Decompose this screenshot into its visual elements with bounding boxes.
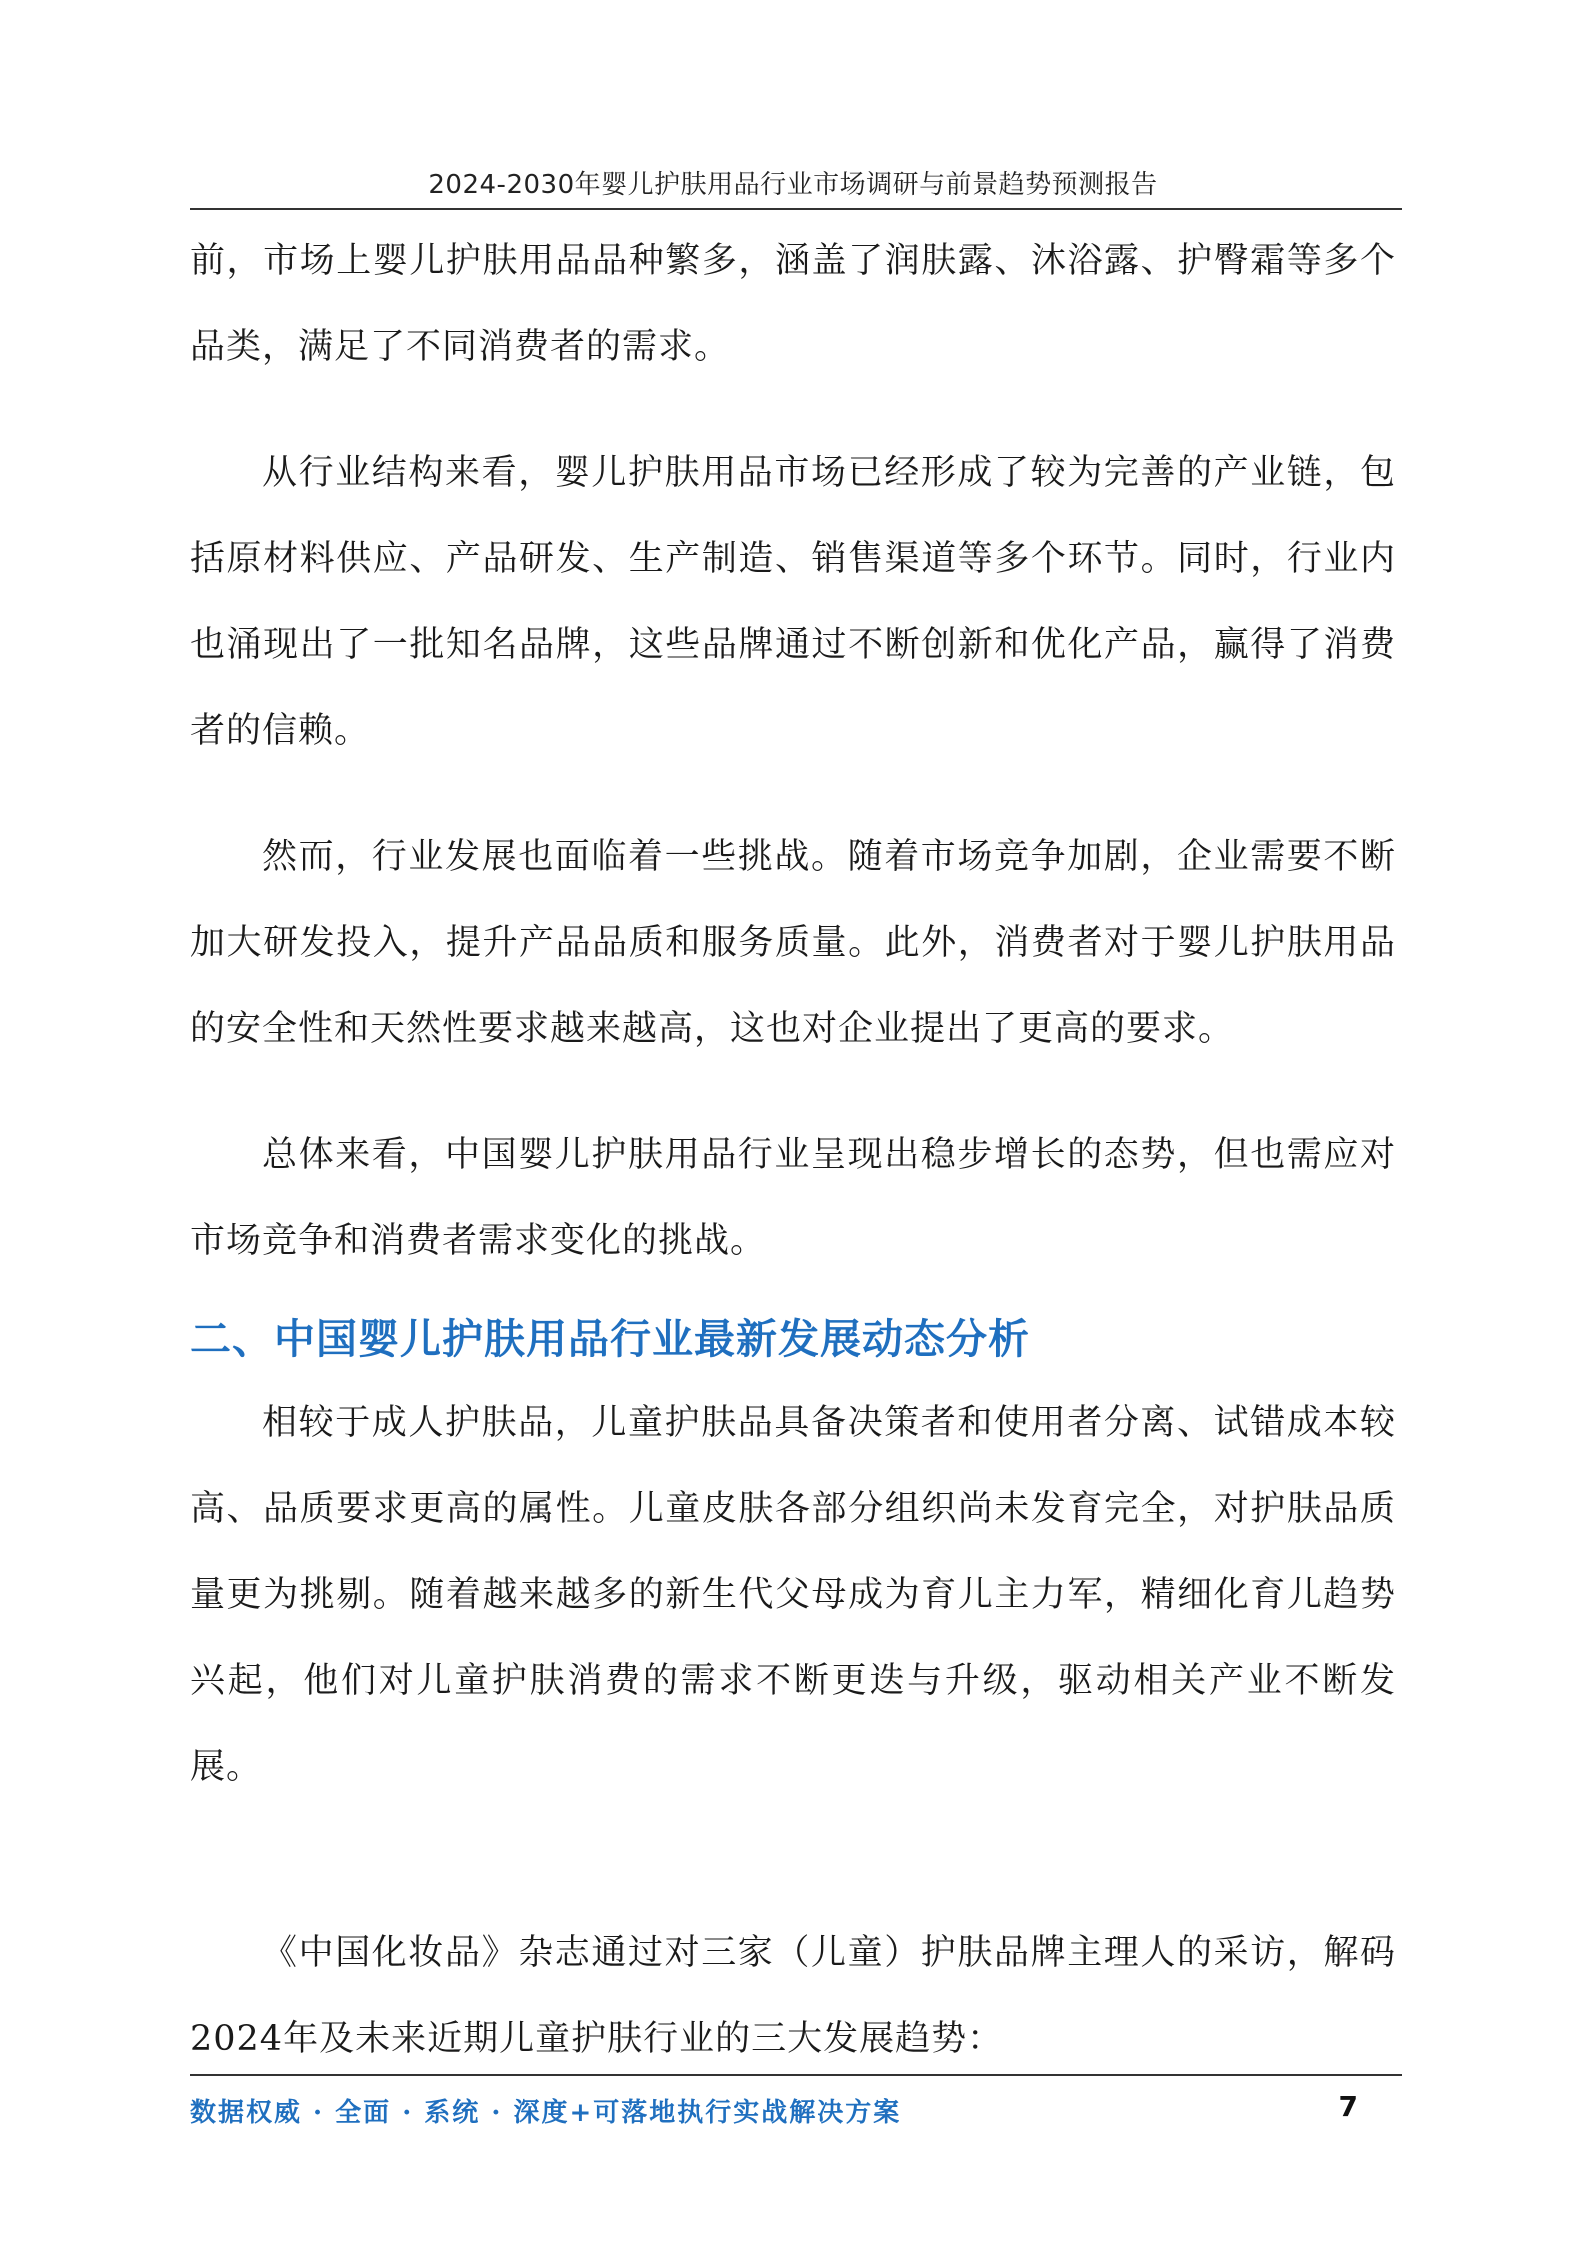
footer-slogan: 数据权威 · 全面 · 系统 · 深度+可落地执行实战解决方案: [190, 2098, 902, 2128]
page-header-title: 2024-2030年婴儿护肤用品行业市场调研与前景趋势预测报告: [428, 170, 1158, 200]
header-divider: [190, 208, 1402, 210]
paragraph-challenges: 然而，行业发展也面临着一些挑战。随着市场竞争加剧，企业需要不断加大研发投入，提升产品品质和服务质量。此外，消费者对于婴儿护肤用品的安全性和天然性要求越来越高，这也对企业提出了更高的要求。: [190, 837, 1396, 1049]
footer-divider: [190, 2074, 1402, 2076]
page-content: [190, 218, 1396, 2082]
paragraph-industry-structure: 从行业结构来看，婴儿护肤用品市场已经形成了较为完善的产业链，包括原材料供应、产品研发、生产制造、销售渠道等多个环节。同时，行业内也涌现出了一批知名品牌，这些品牌通过不断创新和优化产品，赢得了消费者的信赖。: [190, 453, 1396, 751]
page-number: 7: [1338, 2090, 1358, 2123]
paragraph-continued: 前，市场上婴儿护肤用品品种繁多，涵盖了润肤露、沐浴露、护臀霜等多个品类，满足了不同消费者的需求。: [190, 241, 1396, 367]
section-heading: 二、中国婴儿护肤用品行业最新发展动态分析: [190, 1315, 1030, 1363]
paragraph-magazine-interview: 《中国化妆品》杂志通过对三家（儿童）护肤品牌主理人的采访，解码2024年及未来近期儿童护肤行业的三大发展趋势：: [190, 1933, 1396, 2059]
paragraph-summary: 总体来看，中国婴儿护肤用品行业呈现出稳步增长的态势，但也需应对市场竞争和消费者需求变化的挑战。: [190, 1135, 1396, 1261]
paragraph-children-skincare: 相较于成人护肤品，儿童护肤品具备决策者和使用者分离、试错成本较高、品质要求更高的属性。儿童皮肤各部分组织尚未发育完全，对护肤品质量更为挑剔。随着越来越多的新生代父母成为育儿主力军，精细化育儿趋势兴起，他们对儿童护肤消费的需求不断更迭与升级，驱动相关产业不断发展。: [190, 1403, 1396, 1787]
